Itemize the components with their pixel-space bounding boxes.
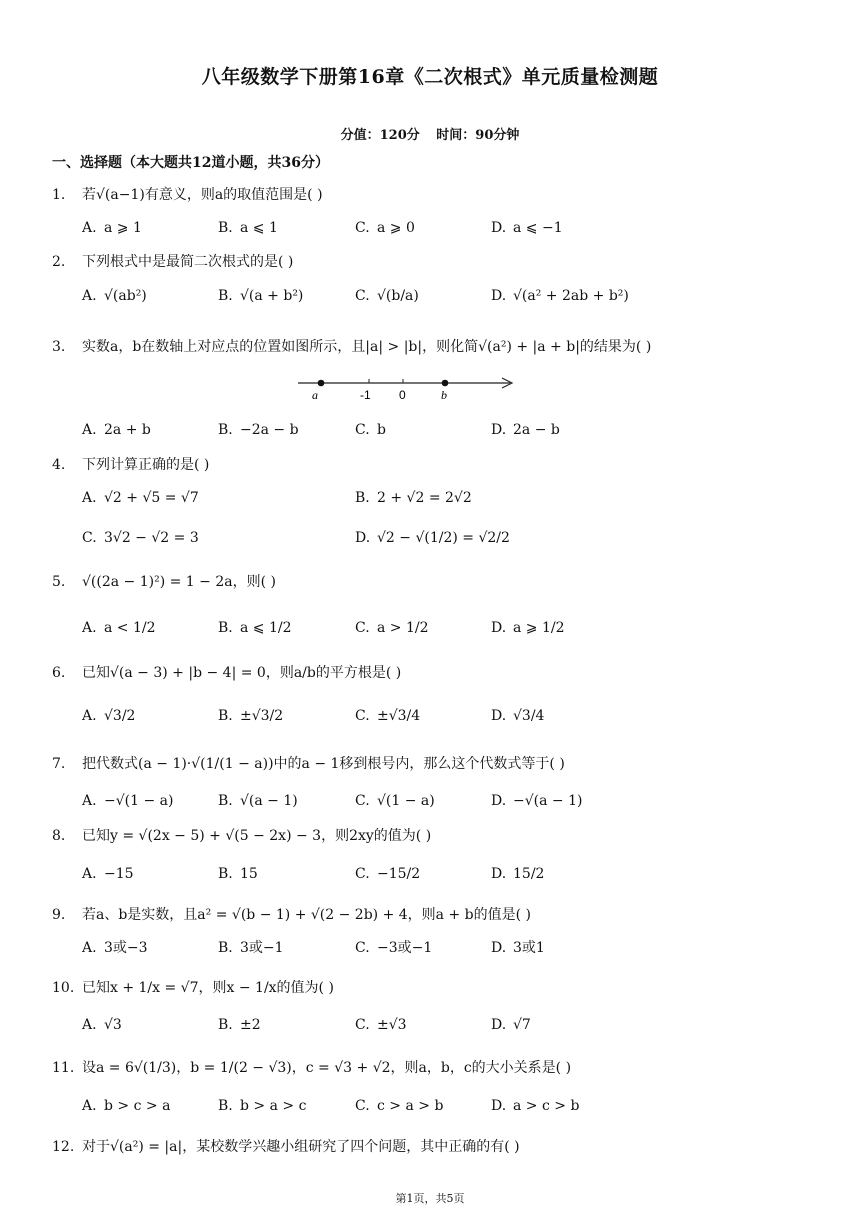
option-text: c > a > b: [377, 1098, 444, 1114]
option-text: √3: [104, 1017, 122, 1033]
option-text: ±√3/2: [240, 708, 284, 724]
page-footer: 第1页，共5页: [395, 1192, 465, 1205]
option-text: 2 + √2 = 2√2: [377, 490, 472, 506]
answer-option[interactable]: [218, 216, 278, 240]
answer-option[interactable]: [491, 418, 560, 442]
answer-option[interactable]: [355, 936, 432, 960]
option-letter: C.: [355, 866, 370, 882]
option-letter: A.: [82, 1098, 97, 1114]
answer-option[interactable]: [491, 216, 563, 240]
answer-option[interactable]: [355, 862, 420, 886]
answer-option[interactable]: [355, 284, 419, 308]
option-letter: D.: [491, 288, 507, 304]
option-text: 3√2 − √2 = 3: [104, 530, 199, 546]
answer-option[interactable]: [491, 1013, 531, 1037]
answer-option[interactable]: [82, 789, 173, 813]
option-letter: B.: [218, 288, 233, 304]
answer-option[interactable]: [82, 216, 142, 240]
option-text: a ⩽ 1: [240, 220, 278, 236]
score-text: 分值：120分: [340, 128, 420, 143]
question-stem: [52, 663, 401, 683]
answer-option[interactable]: [82, 616, 156, 640]
option-text: √2 − √(1/2) = √2/2: [377, 530, 510, 546]
option-letter: D.: [491, 620, 507, 636]
point-b: [442, 380, 449, 387]
option-text: b > a > c: [240, 1098, 307, 1114]
answer-option[interactable]: [82, 1094, 170, 1118]
answer-option[interactable]: [355, 704, 420, 728]
question-text: 下列计算正确的是( ): [82, 457, 210, 473]
question-number: 5.: [52, 574, 66, 590]
answer-option[interactable]: [355, 526, 510, 550]
answer-option[interactable]: [491, 1094, 579, 1118]
answer-option[interactable]: [355, 418, 386, 442]
answer-option[interactable]: [355, 789, 435, 813]
question-stem: [52, 337, 651, 357]
answer-option[interactable]: [218, 1094, 306, 1118]
question-number: 11.: [52, 1060, 75, 1076]
question-number: 12.: [52, 1139, 75, 1155]
question-stem: [52, 826, 431, 846]
option-letter: A.: [82, 1017, 97, 1033]
option-letter: C.: [355, 1098, 370, 1114]
option-text: −15: [104, 866, 134, 882]
answer-option[interactable]: [355, 616, 429, 640]
option-letter: D.: [491, 422, 507, 438]
option-letter: D.: [491, 1017, 507, 1033]
label-b: b: [441, 388, 447, 402]
question-text: 对于√(a²) = |a|，某校数学兴趣小组研究了四个问题，其中正确的有( ): [82, 1139, 520, 1155]
option-letter: C.: [355, 1017, 370, 1033]
option-text: √(1 − a): [377, 793, 435, 809]
question-stem: [52, 252, 293, 272]
option-letter: C.: [355, 620, 370, 636]
option-text: −√(a − 1): [513, 793, 583, 809]
option-letter: B.: [218, 220, 233, 236]
option-letter: A.: [82, 793, 97, 809]
option-letter: A.: [82, 422, 97, 438]
option-letter: C.: [82, 530, 97, 546]
option-letter: C.: [355, 422, 370, 438]
option-letter: A.: [82, 620, 97, 636]
answer-option[interactable]: [491, 284, 629, 308]
label-neg1: -1: [360, 388, 371, 402]
option-letter: C.: [355, 220, 370, 236]
question-stem: [52, 1058, 571, 1078]
question-number: 10.: [52, 980, 75, 996]
option-text: 15: [240, 866, 258, 882]
label-zero: 0: [399, 388, 406, 402]
section-heading: 一、选择题（本大题共12道小题，共36分）: [52, 155, 329, 171]
question-text: 已知√(a − 3) + |b − 4| = 0，则a/b的平方根是( ): [82, 665, 402, 681]
option-text: a ⩾ 0: [377, 220, 415, 236]
question-stem: [52, 905, 531, 925]
question-text: 实数a，b在数轴上对应点的位置如图所示，且|a| > |b|，则化简√(a²) + |a + b|的结果为( ): [82, 339, 652, 355]
answer-option[interactable]: [82, 936, 148, 960]
option-letter: B.: [355, 490, 370, 506]
option-text: b > c > a: [104, 1098, 171, 1114]
question-stem: [52, 572, 276, 592]
answer-option[interactable]: [491, 704, 544, 728]
option-text: 15/2: [513, 866, 545, 882]
option-letter: A.: [82, 708, 97, 724]
option-letter: B.: [218, 940, 233, 956]
question-number: 1.: [52, 187, 66, 203]
option-text: √(a + b²): [240, 288, 304, 304]
option-letter: B.: [218, 620, 233, 636]
answer-option[interactable]: [218, 616, 292, 640]
question-number: 8.: [52, 828, 66, 844]
answer-option[interactable]: [491, 936, 545, 960]
option-letter: C.: [355, 288, 370, 304]
option-text: 3或−1: [240, 940, 284, 956]
time-text: 时间：90分钟: [436, 128, 520, 143]
question-text: √((2a − 1)²) = 1 − 2a，则( ): [82, 574, 276, 590]
answer-option[interactable]: [82, 704, 135, 728]
option-letter: A.: [82, 490, 97, 506]
question-text: 若a、b是实数，且a² = √(b − 1) + √(2 − 2b) + 4，则a + b的值是( ): [82, 907, 531, 923]
option-text: a ⩾ 1/2: [513, 620, 565, 636]
option-letter: C.: [355, 708, 370, 724]
answer-option[interactable]: [355, 1094, 443, 1118]
option-letter: D.: [491, 1098, 507, 1114]
answer-option[interactable]: [218, 1013, 261, 1037]
question-number: 6.: [52, 665, 66, 681]
answer-option[interactable]: [218, 284, 303, 308]
option-text: ±√3/4: [377, 708, 421, 724]
option-text: −3或−1: [377, 940, 433, 956]
option-text: 3或−3: [104, 940, 148, 956]
answer-option[interactable]: [82, 418, 151, 442]
answer-option[interactable]: [82, 526, 199, 550]
question-number: 9.: [52, 907, 66, 923]
answer-option[interactable]: [491, 789, 582, 813]
option-text: b: [377, 422, 386, 438]
option-text: a > c > b: [513, 1098, 580, 1114]
label-a: a: [312, 388, 318, 402]
option-letter: D.: [491, 793, 507, 809]
page-title: 八年级数学下册第16章《二次根式》单元质量检测题: [201, 66, 659, 88]
point-a: [318, 380, 325, 387]
option-text: 2a − b: [513, 422, 560, 438]
option-letter: A.: [82, 866, 97, 882]
option-text: √7: [513, 1017, 531, 1033]
option-text: −√(1 − a): [104, 793, 174, 809]
question-stem: [52, 185, 323, 205]
option-letter: A.: [82, 220, 97, 236]
option-letter: B.: [218, 422, 233, 438]
question-text: 已知x + 1/x = √7，则x − 1/x的值为( ): [82, 980, 334, 996]
answer-option[interactable]: [82, 862, 134, 886]
question-text: 把代数式(a − 1)·√(1/(1 − a))中的a − 1移到根号内，那么这个代数式等于( ): [82, 756, 565, 772]
exam-meta: [0, 124, 860, 143]
question-stem: [52, 978, 334, 998]
option-text: a < 1/2: [104, 620, 156, 636]
answer-option[interactable]: [82, 486, 199, 510]
question-text: 若√(a−1)有意义，则a的取值范围是( ): [82, 187, 323, 203]
question-stem: [52, 455, 209, 475]
option-text: 2a + b: [104, 422, 151, 438]
answer-option[interactable]: [218, 704, 283, 728]
option-letter: A.: [82, 940, 97, 956]
option-letter: D.: [355, 530, 371, 546]
answer-option[interactable]: [82, 1013, 122, 1037]
option-letter: D.: [491, 220, 507, 236]
option-letter: D.: [491, 708, 507, 724]
option-text: 3或1: [513, 940, 545, 956]
option-text: √(ab²): [104, 288, 147, 304]
answer-option[interactable]: [491, 862, 544, 886]
option-letter: B.: [218, 708, 233, 724]
answer-option[interactable]: [491, 616, 565, 640]
option-letter: D.: [491, 866, 507, 882]
question-number: 3.: [52, 339, 66, 355]
answer-option[interactable]: [355, 486, 472, 510]
option-letter: B.: [218, 866, 233, 882]
answer-option[interactable]: [218, 936, 284, 960]
option-text: a ⩽ −1: [513, 220, 563, 236]
option-letter: B.: [218, 1098, 233, 1114]
option-text: √(a − 1): [240, 793, 298, 809]
option-text: √3/4: [513, 708, 545, 724]
option-letter: B.: [218, 1017, 233, 1033]
question-number: 4.: [52, 457, 66, 473]
option-text: ±2: [240, 1017, 261, 1033]
option-text: a ⩽ 1/2: [240, 620, 292, 636]
question-number: 7.: [52, 756, 66, 772]
answer-option[interactable]: [355, 1013, 407, 1037]
option-letter: A.: [82, 288, 97, 304]
option-text: a ⩾ 1: [104, 220, 142, 236]
question-number: 2.: [52, 254, 66, 270]
option-text: −15/2: [377, 866, 421, 882]
option-letter: D.: [491, 940, 507, 956]
number-line-figure: [296, 372, 520, 404]
question-stem: [52, 754, 565, 774]
option-text: a > 1/2: [377, 620, 429, 636]
option-text: √(a² + 2ab + b²): [513, 288, 629, 304]
option-text: −2a − b: [240, 422, 299, 438]
option-text: √(b/a): [377, 288, 419, 304]
answer-option[interactable]: [218, 418, 299, 442]
question-text: 下列根式中是最简二次根式的是( ): [82, 254, 294, 270]
option-letter: B.: [218, 793, 233, 809]
answer-option[interactable]: [218, 789, 298, 813]
answer-option[interactable]: [218, 862, 258, 886]
option-letter: C.: [355, 793, 370, 809]
option-text: √2 + √5 = √7: [104, 490, 199, 506]
option-letter: C.: [355, 940, 370, 956]
answer-option[interactable]: [82, 284, 147, 308]
option-text: √3/2: [104, 708, 136, 724]
question-text: 已知y = √(2x − 5) + √(5 − 2x) − 3，则2xy的值为( ): [82, 828, 432, 844]
question-stem: [52, 1137, 520, 1157]
option-text: ±√3: [377, 1017, 407, 1033]
question-text: 设a = 6√(1/3)，b = 1/(2 − √3)，c = √3 + √2，则a，b，c的大小关系是( ): [82, 1060, 572, 1076]
answer-option[interactable]: [355, 216, 415, 240]
